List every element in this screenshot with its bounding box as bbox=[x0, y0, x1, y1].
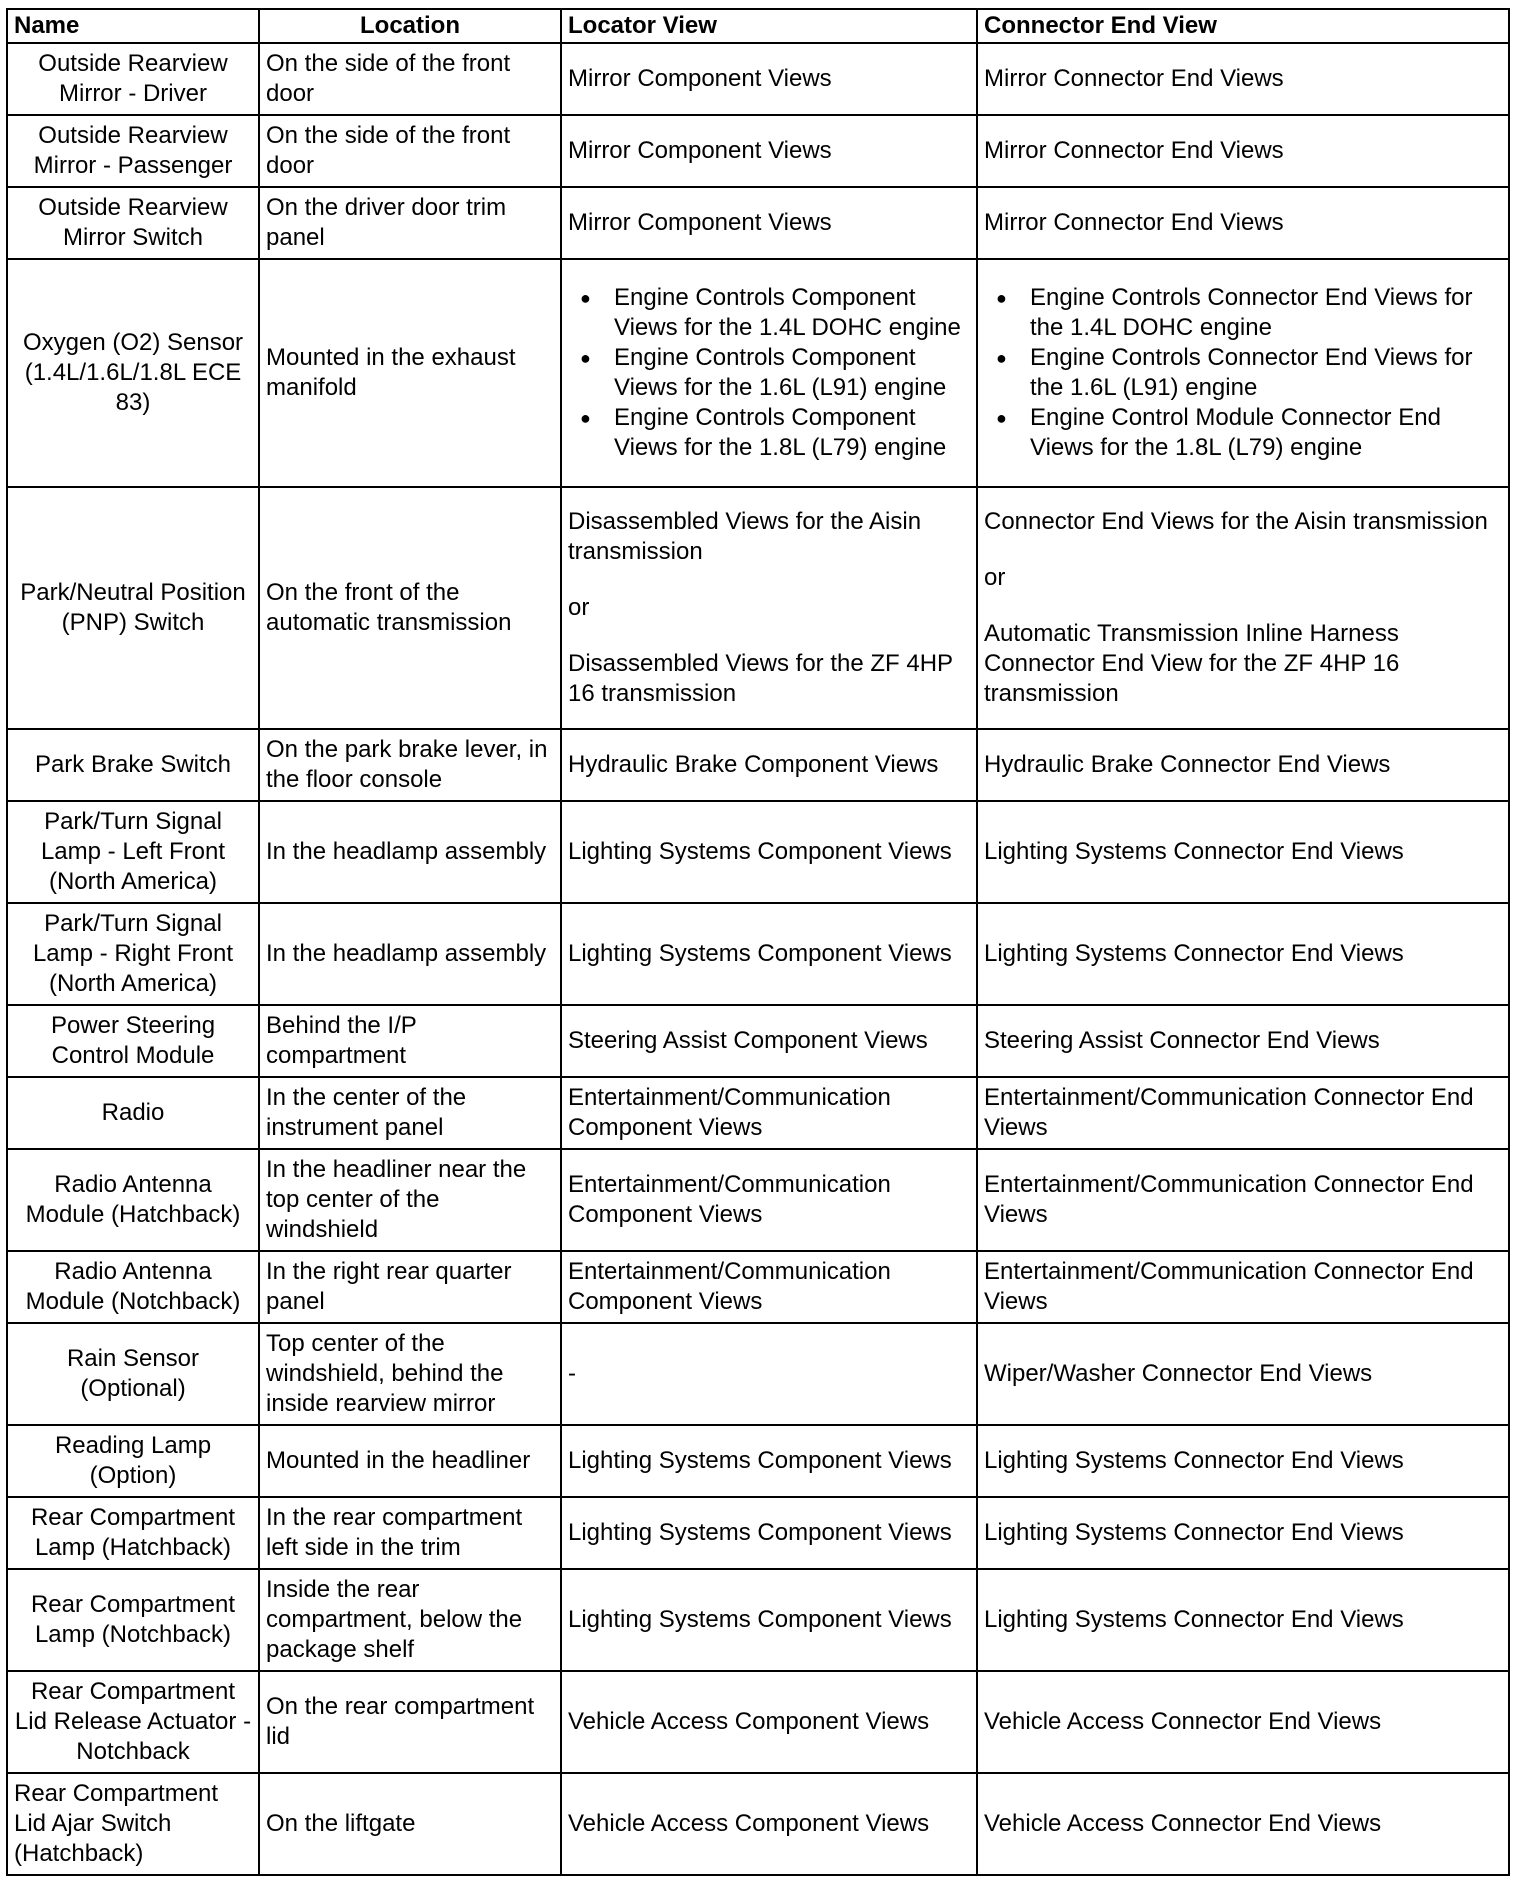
cell-locator-view: Mirror Component Views bbox=[561, 115, 977, 187]
cell-name: Outside Rearview Mirror - Driver bbox=[7, 43, 259, 115]
bullet-list bbox=[568, 283, 970, 463]
header-location: Location bbox=[259, 9, 561, 43]
cell-locator-view: Entertainment/Communication Component Views bbox=[561, 1149, 977, 1251]
list-item: ● Engine Controls Component Views for the 1.8L (L79) engine bbox=[614, 403, 970, 463]
header-locator-view: Locator View bbox=[561, 9, 977, 43]
cell-name: Radio Antenna Module (Notchback) bbox=[7, 1251, 259, 1323]
cell-name: Park/Turn Signal Lamp - Right Front (North America) bbox=[7, 903, 259, 1005]
or-text: or bbox=[984, 564, 1006, 591]
cell-connector-end-view: Mirror Connector End Views bbox=[977, 115, 1509, 187]
list-item: ● Engine Controls Component Views for the 1.6L (L91) engine bbox=[614, 343, 970, 403]
table-row bbox=[7, 43, 1509, 115]
cell-connector-end-view: Wiper/Washer Connector End Views bbox=[977, 1323, 1509, 1425]
cell-location: Behind the I/P compartment bbox=[259, 1005, 561, 1077]
cell-location: In the headliner near the top center of the windshield bbox=[259, 1149, 561, 1251]
component-locator-table bbox=[6, 8, 1510, 1876]
cell-location: Mounted in the headliner bbox=[259, 1425, 561, 1497]
header-name: Name bbox=[7, 9, 259, 43]
cell-connector-end-view bbox=[977, 259, 1509, 487]
cell-locator-view: Entertainment/Communication Component Views bbox=[561, 1251, 977, 1323]
cell-location: On the side of the front door bbox=[259, 43, 561, 115]
locator-option-zf: Disassembled Views for the ZF 4HP 16 transmission bbox=[568, 650, 953, 707]
cell-name: Rear Compartment Lamp (Notchback) bbox=[7, 1569, 259, 1671]
cell-name: Park/Neutral Position (PNP) Switch bbox=[7, 487, 259, 729]
table-row bbox=[7, 1077, 1509, 1149]
cell-location: On the rear compartment lid bbox=[259, 1671, 561, 1773]
cell-connector-end-view: Lighting Systems Connector End Views bbox=[977, 1497, 1509, 1569]
cell-locator-view: Mirror Component Views bbox=[561, 43, 977, 115]
table-row bbox=[7, 1569, 1509, 1671]
cell-location: On the side of the front door bbox=[259, 115, 561, 187]
cell-connector-end-view: Entertainment/Communication Connector End Views bbox=[977, 1077, 1509, 1149]
list-item: ● Engine Control Module Connector End Views for the 1.8L (L79) engine bbox=[1030, 403, 1502, 463]
cell-location: Inside the rear compartment, below the package shelf bbox=[259, 1569, 561, 1671]
cell-connector-end-view: Lighting Systems Connector End Views bbox=[977, 1425, 1509, 1497]
cell-locator-view bbox=[561, 259, 977, 487]
connector-option-zf: Automatic Transmission Inline Harness Connector End View for the ZF 4HP 16 transmission bbox=[984, 620, 1400, 707]
cell-locator-view: Vehicle Access Component Views bbox=[561, 1773, 977, 1875]
cell-connector-end-view: Lighting Systems Connector End Views bbox=[977, 903, 1509, 1005]
cell-locator-view: Lighting Systems Component Views bbox=[561, 1425, 977, 1497]
cell-connector-end-view: Vehicle Access Connector End Views bbox=[977, 1671, 1509, 1773]
cell-name: Rear Compartment Lid Release Actuator - Notchback bbox=[7, 1671, 259, 1773]
table-row bbox=[7, 801, 1509, 903]
table-row bbox=[7, 1005, 1509, 1077]
header-row bbox=[7, 9, 1509, 43]
bullet-list bbox=[984, 283, 1502, 463]
cell-name: Rear Compartment Lid Ajar Switch (Hatchback) bbox=[7, 1773, 259, 1875]
cell-connector-end-view: Hydraulic Brake Connector End Views bbox=[977, 729, 1509, 801]
cell-name: Oxygen (O2) Sensor (1.4L/1.6L/1.8L ECE 83) bbox=[7, 259, 259, 487]
locator-option-aisin: Disassembled Views for the Aisin transmission bbox=[568, 508, 922, 565]
table-row bbox=[7, 1773, 1509, 1875]
cell-connector-end-view: Lighting Systems Connector End Views bbox=[977, 1569, 1509, 1671]
cell-name: Outside Rearview Mirror - Passenger bbox=[7, 115, 259, 187]
table-row bbox=[7, 1671, 1509, 1773]
cell-name: Park Brake Switch bbox=[7, 729, 259, 801]
cell-connector-end-view: Lighting Systems Connector End Views bbox=[977, 801, 1509, 903]
cell-location: Top center of the windshield, behind the inside rearview mirror bbox=[259, 1323, 561, 1425]
cell-location: In the right rear quarter panel bbox=[259, 1251, 561, 1323]
table-row bbox=[7, 259, 1509, 487]
cell-connector-end-view bbox=[977, 487, 1509, 729]
cell-connector-end-view: Entertainment/Communication Connector End Views bbox=[977, 1149, 1509, 1251]
cell-locator-view: Lighting Systems Component Views bbox=[561, 801, 977, 903]
cell-connector-end-view: Vehicle Access Connector End Views bbox=[977, 1773, 1509, 1875]
table-row bbox=[7, 729, 1509, 801]
cell-location: In the center of the instrument panel bbox=[259, 1077, 561, 1149]
table-row bbox=[7, 1323, 1509, 1425]
cell-location: In the rear compartment left side in the trim bbox=[259, 1497, 561, 1569]
connector-option-aisin: Connector End Views for the Aisin transmission bbox=[984, 508, 1488, 535]
cell-locator-view: Mirror Component Views bbox=[561, 187, 977, 259]
list-item: ● Engine Controls Component Views for the 1.4L DOHC engine bbox=[614, 283, 970, 343]
or-text: or bbox=[568, 594, 590, 621]
cell-name: Radio bbox=[7, 1077, 259, 1149]
table-row bbox=[7, 1251, 1509, 1323]
cell-locator-view: Lighting Systems Component Views bbox=[561, 903, 977, 1005]
cell-location: On the park brake lever, in the floor console bbox=[259, 729, 561, 801]
table-row bbox=[7, 115, 1509, 187]
cell-locator-view: Lighting Systems Component Views bbox=[561, 1497, 977, 1569]
table-row bbox=[7, 1425, 1509, 1497]
cell-name: Radio Antenna Module (Hatchback) bbox=[7, 1149, 259, 1251]
cell-name: Outside Rearview Mirror Switch bbox=[7, 187, 259, 259]
cell-name: Park/Turn Signal Lamp - Left Front (North America) bbox=[7, 801, 259, 903]
cell-locator-view: - bbox=[561, 1323, 977, 1425]
cell-connector-end-view: Entertainment/Communication Connector End Views bbox=[977, 1251, 1509, 1323]
cell-locator-view: Vehicle Access Component Views bbox=[561, 1671, 977, 1773]
cell-connector-end-view: Mirror Connector End Views bbox=[977, 43, 1509, 115]
table-row bbox=[7, 1497, 1509, 1569]
table-row bbox=[7, 903, 1509, 1005]
cell-locator-view: Entertainment/Communication Component Views bbox=[561, 1077, 977, 1149]
cell-name: Rear Compartment Lamp (Hatchback) bbox=[7, 1497, 259, 1569]
cell-name: Rain Sensor (Optional) bbox=[7, 1323, 259, 1425]
list-item: ● Engine Controls Connector End Views for the 1.6L (L91) engine bbox=[1030, 343, 1502, 403]
cell-location: On the driver door trim panel bbox=[259, 187, 561, 259]
list-item: ● Engine Controls Connector End Views for the 1.4L DOHC engine bbox=[1030, 283, 1502, 343]
cell-location: On the liftgate bbox=[259, 1773, 561, 1875]
cell-location: In the headlamp assembly bbox=[259, 801, 561, 903]
cell-connector-end-view: Mirror Connector End Views bbox=[977, 187, 1509, 259]
cell-connector-end-view: Steering Assist Connector End Views bbox=[977, 1005, 1509, 1077]
table-row bbox=[7, 187, 1509, 259]
cell-location: On the front of the automatic transmission bbox=[259, 487, 561, 729]
table-row bbox=[7, 487, 1509, 729]
cell-locator-view bbox=[561, 487, 977, 729]
cell-locator-view: Steering Assist Component Views bbox=[561, 1005, 977, 1077]
cell-locator-view: Hydraulic Brake Component Views bbox=[561, 729, 977, 801]
cell-location: In the headlamp assembly bbox=[259, 903, 561, 1005]
cell-name: Power Steering Control Module bbox=[7, 1005, 259, 1077]
cell-location: Mounted in the exhaust manifold bbox=[259, 259, 561, 487]
cell-locator-view: Lighting Systems Component Views bbox=[561, 1569, 977, 1671]
cell-name: Reading Lamp (Option) bbox=[7, 1425, 259, 1497]
table-row bbox=[7, 1149, 1509, 1251]
header-connector-end-view: Connector End View bbox=[977, 9, 1509, 43]
